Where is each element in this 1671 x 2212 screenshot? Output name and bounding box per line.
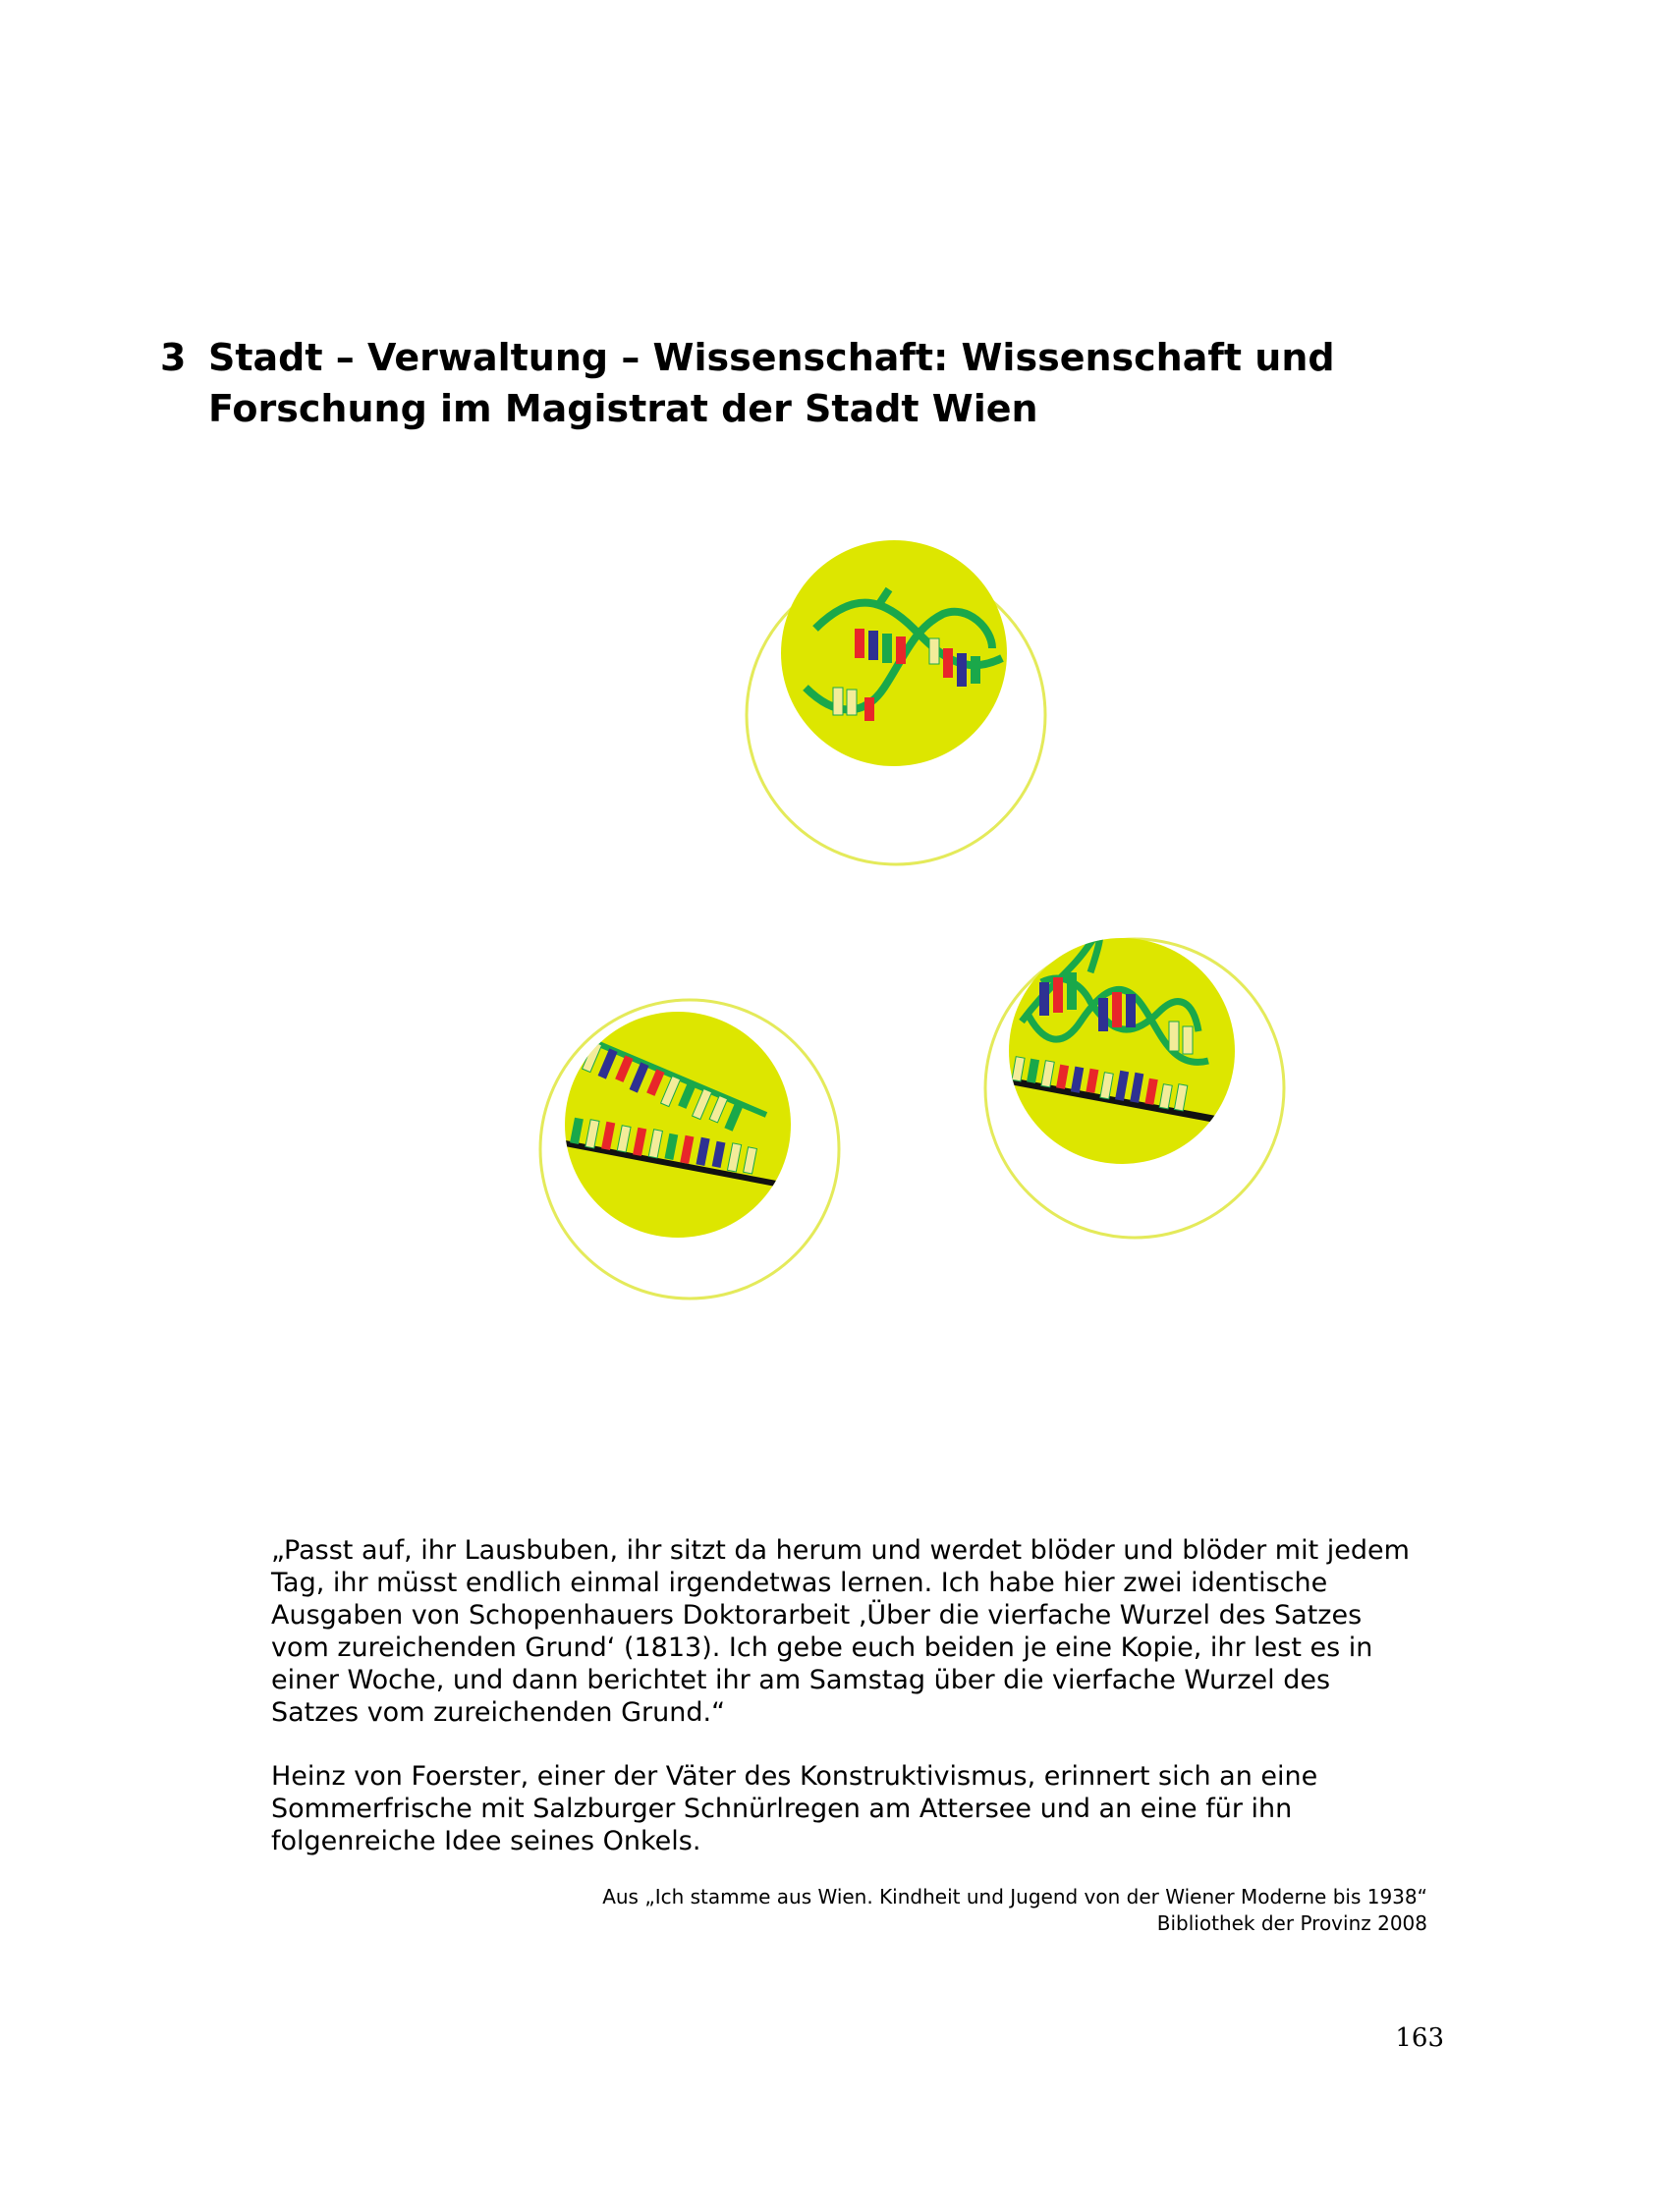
quote-line: vom zureichenden Grund‘ (1813). Ich gebe euch beiden je eine Kopie, ihr lest es in [271, 1632, 1373, 1663]
chapter-number: 3 [160, 336, 187, 379]
chapter-title-line-1: Stadt – Verwaltung – Wissenschaft: Wissenschaft und [208, 336, 1335, 379]
dna-circle-left [540, 1000, 839, 1299]
quote-block [271, 1534, 1450, 1729]
dna-circle-right [985, 935, 1284, 1238]
attribution-line: Heinz von Foerster, einer der Väter des Konstruktivismus, erinnert sich an eine [271, 1761, 1318, 1792]
quote-line: Tag, ihr müsst endlich einmal irgendetwas lernen. Ich habe hier zwei identische [271, 1568, 1328, 1598]
attribution-paragraph [271, 1760, 1450, 1857]
source-citation [445, 1884, 1427, 1937]
attribution-line: folgenreiche Idee seines Onkels. [271, 1826, 701, 1856]
yellow-disc-top [781, 540, 1007, 766]
quote-line: einer Woche, und dann berichtet ihr am Samstag über die vierfache Wurzel des [271, 1665, 1331, 1695]
dna-circle-top [747, 540, 1045, 864]
chapter-title-line-2: Forschung im Magistrat der Stadt Wien [208, 387, 1038, 430]
yellow-disc-right [1009, 938, 1235, 1164]
attribution-line: Sommerfrische mit Salzburger Schnürlregen am Attersee und an eine für ihn [271, 1794, 1293, 1824]
source-line-2: Bibliothek der Provinz 2008 [1156, 1911, 1427, 1935]
quote-line: „Passt auf, ihr Lausbuben, ihr sitzt da herum und werdet blöder und blöder mit jedem [271, 1535, 1410, 1566]
quote-line: Satzes vom zureichenden Grund.“ [271, 1697, 726, 1728]
source-line-1: Aus „Ich stamme aus Wien. Kindheit und Jugend von der Wiener Moderne bis 1938“ [602, 1885, 1427, 1908]
quote-line: Ausgaben von Schopenhauers Doktorarbeit ‚Über die vierfache Wurzel des Satzes [271, 1600, 1363, 1631]
page-number: 163 [1395, 2023, 1444, 2053]
